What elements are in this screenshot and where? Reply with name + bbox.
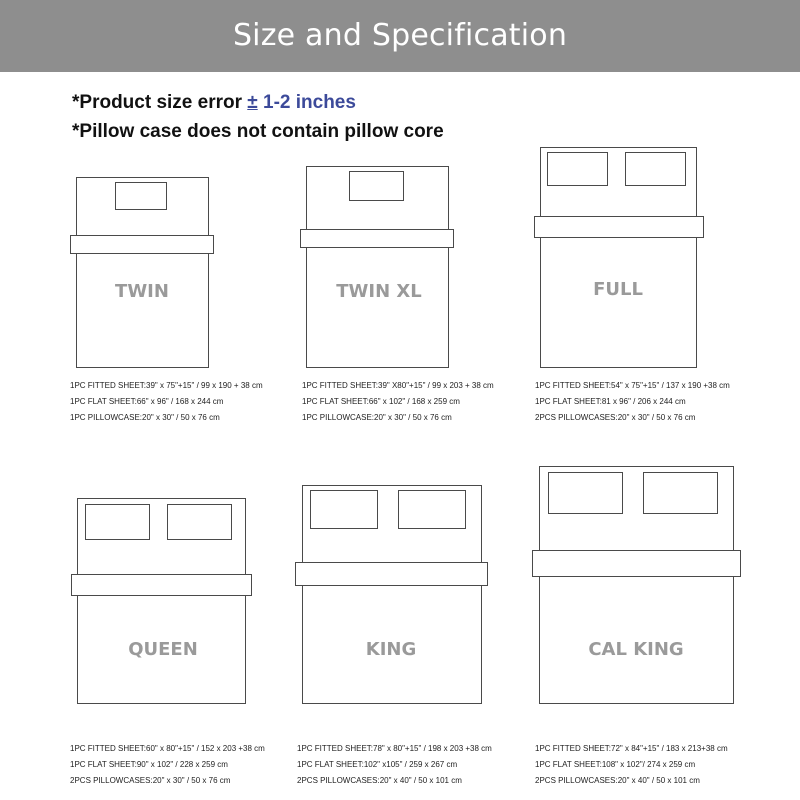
- pillow-icon: [548, 472, 623, 514]
- pillow-icon: [643, 472, 718, 514]
- bed-cal-king-specs: [535, 741, 728, 789]
- pillow-icon: [167, 504, 232, 540]
- spec-line: 1PC FLAT SHEET:66" x 102" / 168 x 259 cm: [302, 397, 460, 406]
- size-error-value: 1-2 inches: [257, 92, 356, 113]
- spec-line: 1PC FLAT SHEET:81 x 96" / 206 x 244 cm: [535, 397, 686, 406]
- spec-line: 1PC FITTED SHEET:54" x 75"+15" / 137 x 190 +38 cm: [535, 381, 730, 390]
- spec-line: 2PCS PILLOWCASES:20" x 30" / 50 x 76 cm: [70, 776, 231, 785]
- pillow-icon: [115, 182, 167, 210]
- spec-line: 1PC FITTED SHEET:78" x 80"+15" / 198 x 203 +38 cm: [297, 744, 492, 753]
- bed-fold-band: [70, 235, 214, 254]
- spec-line: 2PCS PILLOWCASES:20" x 40" / 50 x 101 cm: [535, 776, 700, 785]
- bed-fold-band: [295, 562, 488, 586]
- spec-line: 1PC FLAT SHEET:66" x 96" / 168 x 244 cm: [70, 397, 224, 406]
- bed-queen-specs: [70, 741, 265, 789]
- bed-twin-xl-specs: [302, 378, 494, 426]
- bed-cal-king-label: CAL KING: [588, 639, 684, 660]
- spec-line: 1PC FITTED SHEET:39" X80"+15" / 99 x 203 + 38 cm: [302, 381, 494, 390]
- size-error-note: [72, 92, 356, 114]
- pillow-icon: [310, 490, 378, 529]
- spec-line: 1PC FLAT SHEET:108" x 102"/ 274 x 259 cm: [535, 760, 696, 769]
- pillow-icon: [85, 504, 150, 540]
- size-error-prefix: *Product size error: [72, 92, 248, 113]
- plus-minus-symbol: ±: [247, 92, 258, 113]
- bed-king-specs: [297, 741, 492, 789]
- bed-full-label: FULL: [593, 279, 643, 300]
- spec-line: 1PC FITTED SHEET:60" x 80"+15" / 152 x 203 +38 cm: [70, 744, 265, 753]
- pillow-icon: [625, 152, 686, 186]
- bed-fold-band: [532, 550, 741, 577]
- spec-line: 1PC FITTED SHEET:72" x 84"+15" / 183 x 213+38 cm: [535, 744, 728, 753]
- page-title: Size and Specification: [232, 17, 568, 53]
- spec-line: 1PC FLAT SHEET:102" x105" / 259 x 267 cm: [297, 760, 458, 769]
- spec-line: 1PC PILLOWCASE:20" x 30" / 50 x 76 cm: [302, 413, 452, 422]
- spec-line: 1PC FLAT SHEET:90" x 102" / 228 x 259 cm: [70, 760, 228, 769]
- bed-fold-band: [300, 229, 454, 248]
- bed-twin-specs: [70, 378, 263, 426]
- bed-fold-band: [71, 574, 252, 596]
- bed-king-label: KING: [365, 639, 417, 660]
- pillow-icon: [349, 171, 404, 201]
- bed-twin-xl-label: TWIN XL: [336, 281, 422, 302]
- bed-fold-band: [534, 216, 704, 238]
- bed-full-specs: [535, 378, 730, 426]
- spec-line: 2PCS PILLOWCASES:20" x 40" / 50 x 101 cm: [297, 776, 462, 785]
- pillow-icon: [398, 490, 466, 529]
- bed-queen-label: QUEEN: [128, 639, 198, 660]
- pillow-icon: [547, 152, 608, 186]
- spec-line: 1PC FITTED SHEET:39" x 75"+15" / 99 x 190 + 38 cm: [70, 381, 263, 390]
- pillow-core-note: *Pillow case does not contain pillow core: [72, 121, 444, 142]
- bed-twin-label: TWIN: [115, 281, 169, 302]
- header-banner: [0, 0, 800, 72]
- spec-line: 2PCS PILLOWCASES:20" x 30" / 50 x 76 cm: [535, 413, 696, 422]
- spec-line: 1PC PILLOWCASE:20" x 30" / 50 x 76 cm: [70, 413, 220, 422]
